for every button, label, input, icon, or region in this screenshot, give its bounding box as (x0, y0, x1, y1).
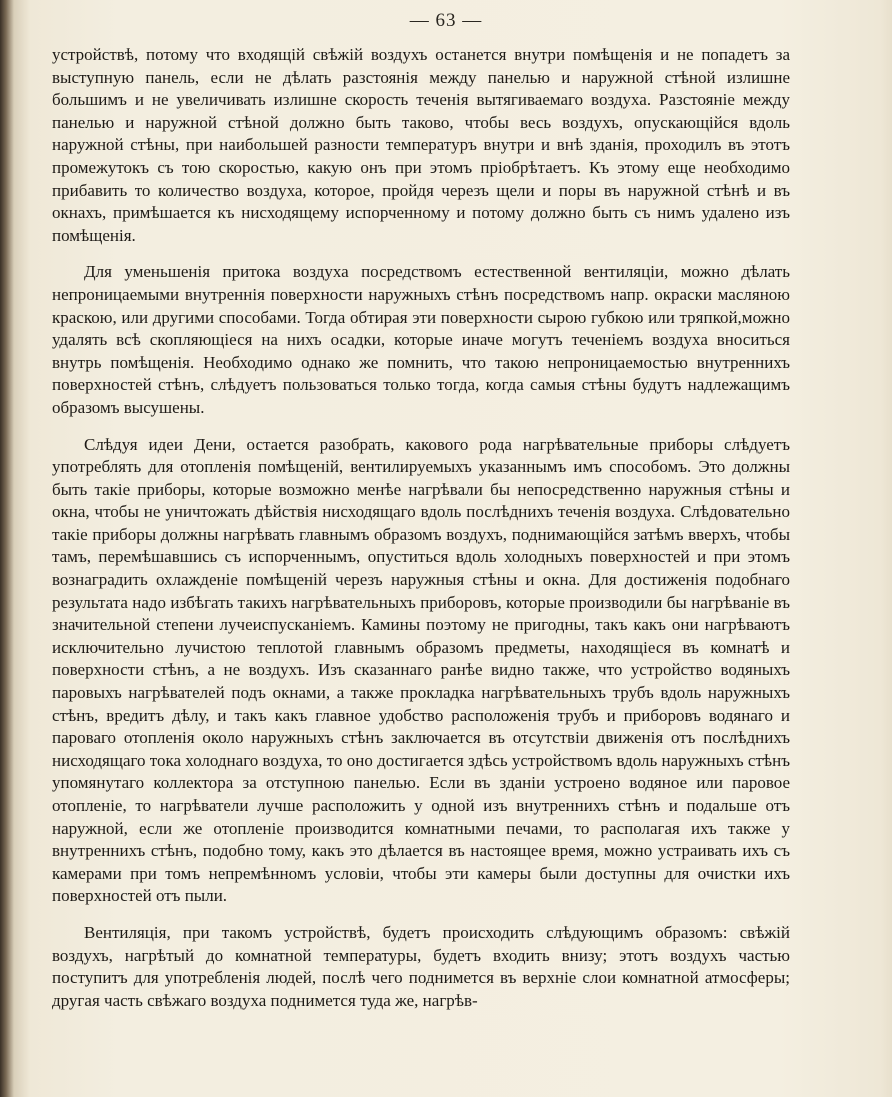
paragraph-2: Для уменьшенія притока воздуха посредствомъ естественной вентиляціи, можно дѣлать непроницаемыми внутреннія поверхности наружныхъ стѣнъ посредствомъ напр. окраски масляною краскою, или другими способами. Тогда обтирая эти поверхности сырою губкою или тряпкой,можно удалять всѣ скопляющіеся на нихъ осадки, которые иначе могутъ теченіемъ воздуха вноситься внутрь помѣщенія. Необходимо однако же помнить, что такою непроницаемостью внутреннихъ поверхностей стѣнъ, слѣдуетъ пользоваться только тогда, когда самыя стѣны будутъ надлежащимъ образомъ высушены. (52, 262, 790, 417)
page-number: — 63 — (409, 10, 483, 31)
paragraph-3: Слѣдуя идеи Дени, остается разобрать, какового рода нагрѣвательные приборы слѣдуетъ употреблять для отопленія помѣщеній, вентилируемыхъ указаннымъ имъ способомъ. Это должны быть такіе приборы, которые возможно менѣе нагрѣвали бы непосредственно наружныя стѣны и окна, чтобы не уничтожать дѣйствія нисходящаго вдоль послѣднихъ теченія воздуха. Слѣдовательно такіе приборы должны нагрѣвать главнымъ образомъ воздухъ, поднимающійся затѣмъ вверхъ, чтобы тамъ, перемѣшавшись съ испорченнымъ, опуститься вдоль холодныхъ поверхностей и при этомъ вознаградить охлажденіе помѣщеній черезъ наружныя стѣны и окна. Для достиженія подобнаго результата надо избѣгать такихъ нагрѣвательныхъ приборовъ, которые производили бы нагрѣваніе въ значительной степени лучеиспусканіемъ. Камины поэтому не пригодны, такъ какъ они нагрѣваютъ исключительно лучистою теплотой главнымъ образомъ предметы, находящіеся въ комнатѣ и поверхности стѣнъ, а не воздухъ. Изъ сказаннаго ранѣе видно также, что устройство водяныхъ паровыхъ нагрѣвателей подъ окнами, а также прокладка нагрѣвательныхъ трубъ вдоль наружныхъ стѣнъ, вредитъ дѣлу, и такъ какъ главное удобство расположенія трубъ и приборовъ водянаго и пароваго отопленія около наружныхъ стѣнъ заключается въ отсутствіи движенія отъ послѣднихъ нисходящаго тока холоднаго воздуха, то оно достигается здѣсь устройствомъ вдоль наружныхъ стѣнъ упомянутаго коллектора за отступною панелью. Если въ зданіи устроено водяное или паровое отопленіе, то нагрѣватели лучше расположить у одной изъ внутреннихъ стѣнъ и подальше отъ наружной, если же отопленіе производится комнатными печами, то располагая ихъ также у внутреннихъ стѣнъ, подобно тому, какъ это дѣлается въ настоящее время, можно устраивать ихъ съ камерами при томъ непремѣнномъ условіи, чтобы эти камеры были доступны для очистки ихъ поверхностей отъ пыли. (52, 434, 790, 906)
body-text (52, 44, 790, 1012)
paragraph-1: устройствѣ, потому что входящій свѣжій воздухъ останется внутри помѣщенія и не попадетъ за выступную панель, если не дѣлать разстоянія между панелью и наружной стѣной излишне большимъ и не увеличивать излишне скорость теченія вытягиваемаго воздуха. Разстояніе между панелью и наружной стѣной должно быть таково, чтобы весь воздухъ, опускающійся вдоль наружной стѣны, при наибольшей разности температуръ внутри и внѣ зданія, проходилъ въ этотъ промежутокъ съ тою скоростью, какую онъ при этомъ пріобрѣтаетъ. Къ этому еще необходимо прибавить то количество воздуха, которое, пройдя черезъ щели и поры въ наружной стѣнѣ и въ окнахъ, примѣшается къ нисходящему испорченному и потому должно быть съ нимъ удалено изъ помѣщенія. (52, 45, 790, 245)
paragraph-4: Вентиляція, при такомъ устройствѣ, будетъ происходить слѣдующимъ образомъ: свѣжій воздухъ, нагрѣтый до комнатной температуры, будетъ входить внизу; этотъ воздухъ частью поступитъ для употребленія людей, послѣ чего поднимется въ верхніе слои комнатной атмосферы; другая часть свѣжаго воздуха поднимется туда же, нагрѣв- (52, 922, 790, 1010)
